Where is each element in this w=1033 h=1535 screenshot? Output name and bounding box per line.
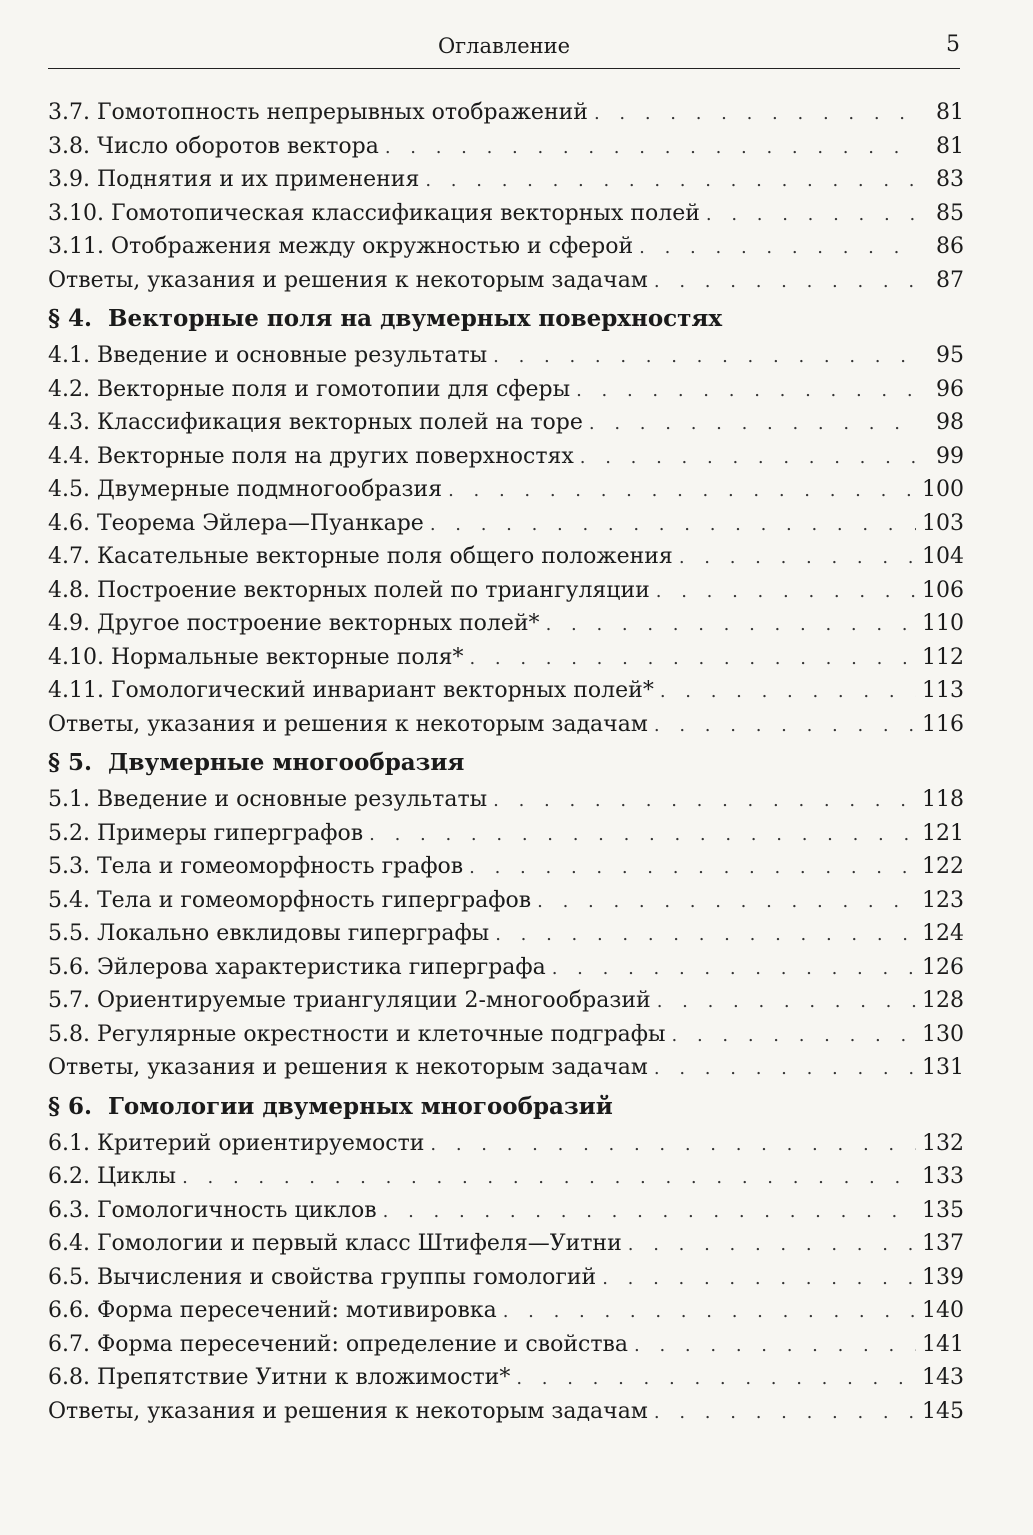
entry-label: 4.3. Классификация векторных полей на торе (48, 410, 583, 435)
toc-entry (48, 921, 964, 955)
entry-page: 131 (922, 1055, 964, 1080)
entry-page: 122 (922, 854, 964, 879)
leader-dots (580, 447, 918, 468)
leader-dots (706, 204, 918, 225)
leader-dots (469, 648, 916, 669)
entry-page: 116 (922, 711, 964, 737)
entry-label: 4.2. Векторные поля и гомотопии для сферы (48, 376, 571, 402)
entry-label: 3.8. Число оборотов вектора (48, 133, 379, 159)
entry-label: 3.10. Гомотопическая классификация векторных полей (48, 200, 700, 226)
toc-entry (48, 787, 964, 821)
leader-dots (654, 271, 918, 292)
header-title: Оглавление (437, 34, 571, 58)
entry-page: 112 (922, 644, 964, 670)
toc-entry (48, 854, 964, 888)
entry-label: 5.4. Тела и гомеоморфность гиперграфов (48, 887, 532, 913)
page-number: 5 (946, 32, 960, 57)
entry-label: 6.3. Гомологичность циклов (48, 1197, 377, 1223)
toc-entry (48, 100, 964, 134)
table-of-contents (48, 100, 964, 1432)
leader-dots (654, 1058, 916, 1079)
toc-entry (48, 343, 964, 377)
entry-label: 5.3. Тела и гомеоморфность графов (48, 854, 464, 879)
toc-entry (48, 544, 964, 578)
leader-dots (639, 237, 918, 258)
entry-page: 137 (922, 1231, 964, 1256)
entry-label: 5.6. Эйлерова характеристика гиперграфа (48, 954, 546, 980)
toc-entry (48, 645, 964, 679)
leader-dots (448, 480, 916, 501)
entry-label: 4.7. Касательные векторные поля общего положения (48, 544, 673, 569)
entry-label: 6.5. Вычисления и свойства группы гомологий (48, 1264, 597, 1290)
toc-entry (48, 477, 964, 511)
entry-page: 118 (922, 787, 964, 812)
entry-label: 3.11. Отображения между окружностью и сферой (48, 234, 634, 259)
leader-dots (594, 103, 918, 124)
leader-dots (503, 1301, 916, 1322)
entry-page: 135 (922, 1197, 964, 1223)
leader-dots (537, 891, 916, 912)
toc-entry (48, 410, 964, 444)
leader-dots (385, 137, 918, 158)
entry-page: 106 (922, 577, 964, 603)
entry-page: 103 (922, 510, 964, 536)
entry-label: 5.1. Введение и основные результаты (48, 787, 488, 812)
running-header (48, 30, 960, 69)
entry-label: 4.11. Гомологический инвариант векторных полей* (48, 678, 654, 703)
section-number: § 6. (48, 1092, 93, 1120)
leader-dots (516, 1368, 916, 1389)
entry-label: 4.4. Векторные поля на других поверхностях (48, 443, 574, 469)
leader-dots (182, 1167, 916, 1188)
toc-group-3 (48, 100, 964, 301)
leader-dots (654, 715, 916, 736)
entry-page: 100 (922, 477, 964, 502)
leader-dots (552, 958, 916, 979)
entry-page: 83 (936, 167, 964, 192)
toc-entry (48, 988, 964, 1022)
leader-dots (493, 790, 916, 811)
entry-page: 81 (936, 100, 964, 125)
toc-entry (48, 1022, 964, 1056)
section-title: Двумерные многообразия (108, 749, 465, 776)
leader-dots (369, 824, 916, 845)
toc-entry (48, 1265, 964, 1299)
toc-entry (48, 234, 964, 268)
entry-label: Ответы, указания и решения к некоторым задачам (48, 267, 648, 293)
leader-dots (430, 1134, 916, 1155)
leader-dots (383, 1201, 916, 1222)
toc-entry (48, 134, 964, 168)
toc-entry (48, 1131, 964, 1165)
entry-page: 123 (922, 887, 964, 913)
toc-entry (48, 888, 964, 922)
toc-entry (48, 611, 964, 645)
section-number: § 4. (48, 305, 93, 332)
entry-label: 5.2. Примеры гиперграфов (48, 820, 364, 846)
leader-dots (546, 614, 916, 635)
toc-entry (48, 712, 964, 746)
entry-label: 5.5. Локально евклидовы гиперграфы (48, 921, 490, 946)
leader-dots (628, 1234, 916, 1255)
section-title: Гомологии двумерных многообразий (108, 1092, 613, 1120)
leader-dots (493, 346, 918, 367)
entry-page: 87 (936, 267, 964, 293)
toc-entry (48, 578, 964, 612)
entry-page: 110 (922, 611, 964, 636)
toc-entry (48, 511, 964, 545)
entry-page: 141 (922, 1331, 964, 1357)
section-title: Векторные поля на двумерных поверхностях (108, 305, 723, 332)
toc-entry (48, 678, 964, 712)
entry-label: 6.2. Циклы (48, 1164, 177, 1189)
toc-group-6 (48, 1131, 964, 1433)
toc-entry (48, 1298, 964, 1332)
entry-page: 143 (922, 1365, 964, 1390)
section-heading-4 (48, 305, 964, 343)
entry-label: 3.7. Гомотопность непрерывных отображений (48, 100, 588, 125)
entry-page: 99 (936, 443, 964, 469)
toc-entry (48, 821, 964, 855)
leader-dots (654, 1402, 916, 1423)
toc-entry (48, 268, 964, 302)
leader-dots (634, 1335, 916, 1356)
leader-dots (679, 547, 916, 568)
entry-page: 86 (936, 234, 964, 259)
leader-dots (660, 681, 916, 702)
entry-label: 4.6. Теорема Эйлера—Пуанкаре (48, 510, 424, 536)
entry-page: 128 (922, 988, 964, 1013)
entry-label: 6.8. Препятствие Уитни к вложимости* (48, 1365, 511, 1390)
entry-label: 6.6. Форма пересечений: мотивировка (48, 1298, 497, 1323)
entry-page: 139 (922, 1264, 964, 1290)
toc-entry (48, 167, 964, 201)
toc-entry (48, 1399, 964, 1433)
leader-dots (589, 413, 918, 434)
entry-label: 6.7. Форма пересечений: определение и свойства (48, 1331, 629, 1357)
entry-label: Ответы, указания и решения к некоторым задачам (48, 1055, 648, 1080)
section-heading-6 (48, 1093, 964, 1131)
toc-group-5 (48, 787, 964, 1089)
entry-page: 133 (922, 1164, 964, 1189)
entry-label: Ответы, указания и решения к некоторым задачам (48, 711, 648, 737)
entry-label: 4.9. Другое построение векторных полей* (48, 611, 540, 636)
toc-entry (48, 444, 964, 478)
entry-label: 4.5. Двумерные подмногообразия (48, 477, 443, 502)
entry-page: 96 (936, 376, 964, 402)
leader-dots (672, 1025, 917, 1046)
entry-page: 113 (922, 678, 964, 703)
entry-page: 81 (936, 133, 964, 159)
entry-page: 140 (922, 1298, 964, 1323)
entry-page: 95 (936, 343, 964, 368)
entry-page: 130 (922, 1021, 964, 1047)
toc-entry (48, 1198, 964, 1232)
leader-dots (495, 924, 916, 945)
entry-label: 3.9. Поднятия и их применения (48, 167, 420, 192)
entry-label: 4.10. Нормальные векторные поля* (48, 644, 464, 670)
entry-label: 6.4. Гомологии и первый класс Штифеля—Уитни (48, 1231, 622, 1256)
leader-dots (576, 380, 918, 401)
toc-entry (48, 1164, 964, 1198)
entry-page: 124 (922, 921, 964, 946)
entry-page: 104 (922, 544, 964, 569)
toc-entry (48, 1332, 964, 1366)
toc-entry (48, 955, 964, 989)
entry-page: 132 (922, 1130, 964, 1156)
entry-label: Ответы, указания и решения к некоторым задачам (48, 1398, 648, 1424)
toc-entry (48, 1055, 964, 1089)
entry-page: 98 (936, 410, 964, 435)
entry-label: 5.7. Ориентируемые триангуляции 2-многообразий (48, 988, 651, 1013)
toc-entry (48, 1231, 964, 1265)
section-heading-5 (48, 749, 964, 787)
leader-dots (425, 170, 918, 191)
entry-label: 4.8. Построение векторных полей по триангуляции (48, 577, 650, 603)
entry-label: 5.8. Регулярные окрестности и клеточные подграфы (48, 1021, 666, 1047)
leader-dots (656, 581, 916, 602)
leader-dots (430, 514, 916, 535)
entry-page: 145 (922, 1398, 964, 1424)
leader-dots (469, 857, 916, 878)
leader-dots (602, 1268, 916, 1289)
entry-page: 121 (922, 820, 964, 846)
leader-dots (657, 991, 916, 1012)
entry-label: 6.1. Критерий ориентируемости (48, 1130, 425, 1156)
entry-page: 126 (922, 954, 964, 980)
entry-page: 85 (936, 200, 964, 226)
toc-entry (48, 377, 964, 411)
section-number: § 5. (48, 749, 93, 776)
toc-group-4 (48, 343, 964, 745)
toc-entry (48, 201, 964, 235)
toc-entry (48, 1365, 964, 1399)
entry-label: 4.1. Введение и основные результаты (48, 343, 488, 368)
